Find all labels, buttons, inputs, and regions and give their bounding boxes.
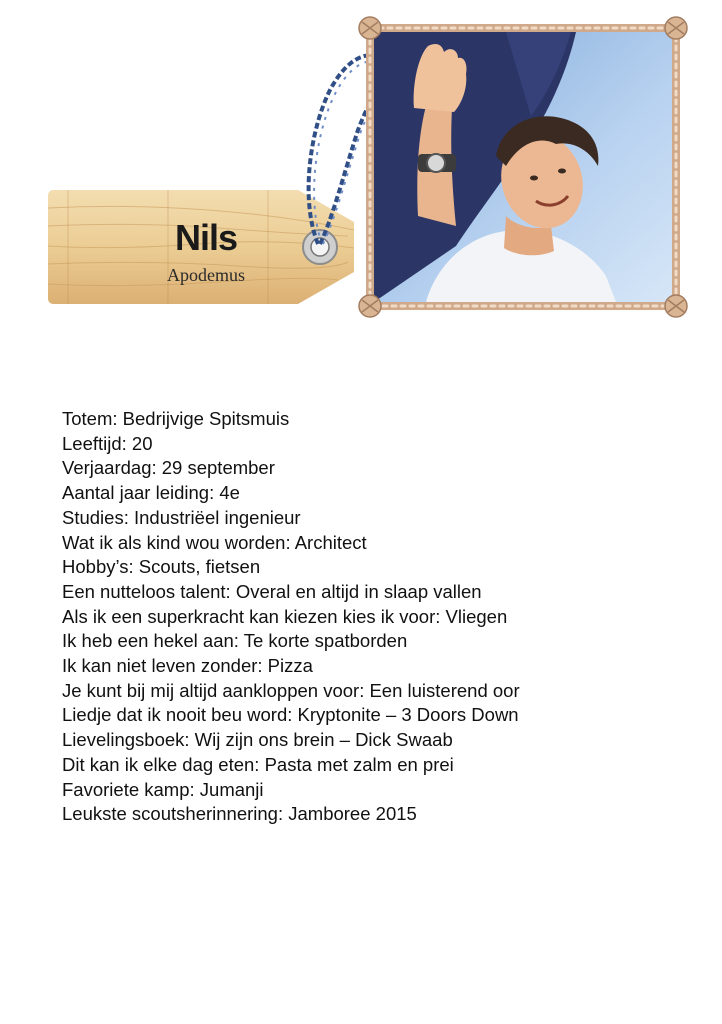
info-niet-leven-zonder: Ik kan niet leven zonder: Pizza (62, 655, 313, 677)
info-nutteloos-talent: Een nutteloos talent: Overal en altijd in slaap vallen (62, 580, 482, 602)
info-kind-worden: Wat ik als kind wou worden: Architect (62, 531, 367, 553)
info-aantal-jaar-leiding: Aantal jaar leiding: 4e (62, 482, 240, 504)
info-liedje: Liedje dat ik nooit beu word: Kryptonite – 3 Doors Down (62, 704, 519, 726)
info-verjaardag: Verjaardag: 29 september (62, 457, 275, 479)
info-totem: Totem: Bedrijvige Spitsmuis (62, 408, 290, 429)
person-waving-photo (356, 16, 688, 318)
photo-frame (356, 16, 688, 318)
name-tag (48, 190, 354, 304)
info-hekel: Ik heb een hekel aan: Te korte spatborden (62, 630, 408, 652)
info-superkracht: Als ik een superkracht kan kiezen kies ik voor: Vliegen (62, 605, 508, 627)
info-elke-dag-eten: Dit kan ik elke dag eten: Pasta met zalm en prei (62, 753, 454, 775)
profile-info-list (62, 407, 702, 827)
info-lievelingsboek: Lievelingsboek: Wij zijn ons brein – Dick Swaab (62, 729, 453, 751)
info-studies: Studies: Industriëel ingenieur (62, 506, 301, 528)
info-aankloppen: Je kunt bij mij altijd aankloppen voor: Een luisterend oor (62, 679, 520, 701)
info-favoriete-kamp: Favoriete kamp: Jumanji (62, 778, 264, 800)
info-leeftijd: Leeftijd: 20 (62, 432, 153, 454)
tag-subtitle: Apodemus (167, 265, 245, 285)
tag-name: Nils (174, 217, 238, 258)
info-hobbys: Hobby’s: Scouts, fietsen (62, 556, 261, 578)
info-scoutsherinnering: Leukste scoutsherinnering: Jamboree 2015 (62, 803, 417, 825)
